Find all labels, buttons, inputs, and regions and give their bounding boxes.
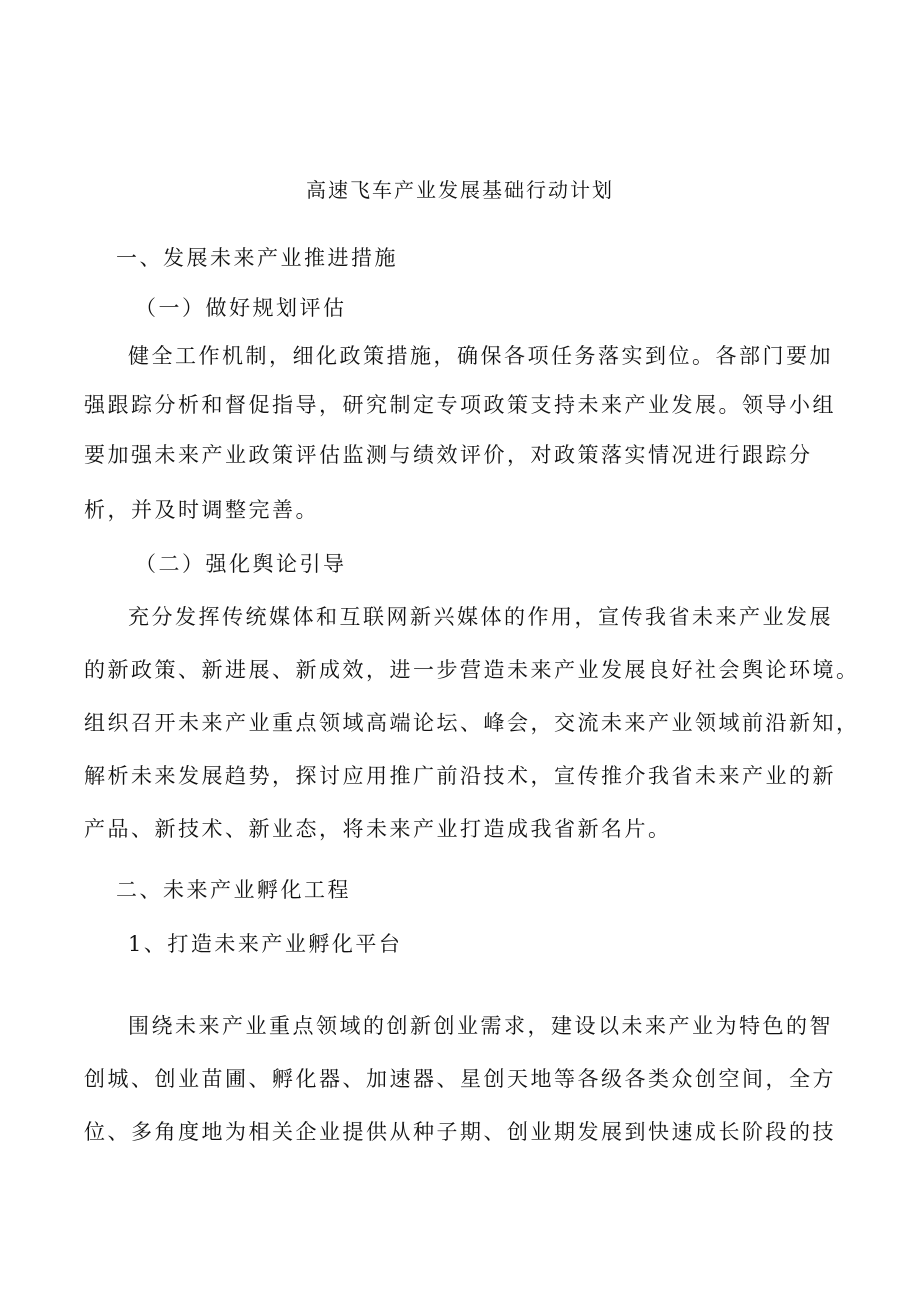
section-1-heading: 一、发展未来产业推进措施 — [116, 246, 398, 270]
paragraph-3-line-3: 位、多角度地为相关企业提供从种子期、创业期发展到快速成长阶段的技 — [84, 1120, 836, 1144]
paragraph-1-line-1: 健全工作机制，细化政策措施，确保各项任务落实到位。各部门要加 — [128, 344, 833, 368]
subsection-2-1-heading: 1、打造未来产业孵化平台 — [128, 932, 403, 956]
paragraph-2-line-3: 组织召开未来产业重点领域高端论坛、峰会，交流未来产业领域前沿新知， — [84, 711, 860, 735]
paragraph-2-line-5: 产品、新技术、新业态，将未来产业打造成我省新名片。 — [84, 817, 672, 841]
paragraph-1-line-3: 要加强未来产业政策评估监测与绩效评价，对政策落实情况进行跟踪分 — [84, 443, 813, 467]
paragraph-2-line-4: 解析未来发展趋势，探讨应用推广前沿技术，宣传推介我省未来产业的新 — [84, 764, 836, 788]
paragraph-3-line-1: 围绕未来产业重点领域的创新创业需求，建设以未来产业为特色的智 — [128, 1014, 833, 1038]
section-2-heading: 二、未来产业孵化工程 — [116, 878, 351, 902]
paragraph-2-line-2: 的新政策、新进展、新成效，进一步营造未来产业发展良好社会舆论环境。 — [84, 658, 860, 682]
subsection-1-2-heading: （二）强化舆论引导 — [135, 552, 347, 576]
document-title: 高速飞车产业发展基础行动计划 — [306, 178, 614, 202]
subsection-1-1-heading: （一）做好规划评估 — [135, 296, 347, 320]
paragraph-1-line-4: 析，并及时调整完善。 — [84, 498, 319, 522]
paragraph-3-line-2: 创城、创业苗圃、孵化器、加速器、星创天地等各级各类众创空间，全方 — [84, 1067, 836, 1091]
paragraph-1-line-2: 强跟踪分析和督促指导，研究制定专项政策支持未来产业发展。领导小组 — [84, 393, 836, 417]
paragraph-2-line-1: 充分发挥传统媒体和互联网新兴媒体的作用，宣传我省未来产业发展 — [128, 605, 833, 629]
